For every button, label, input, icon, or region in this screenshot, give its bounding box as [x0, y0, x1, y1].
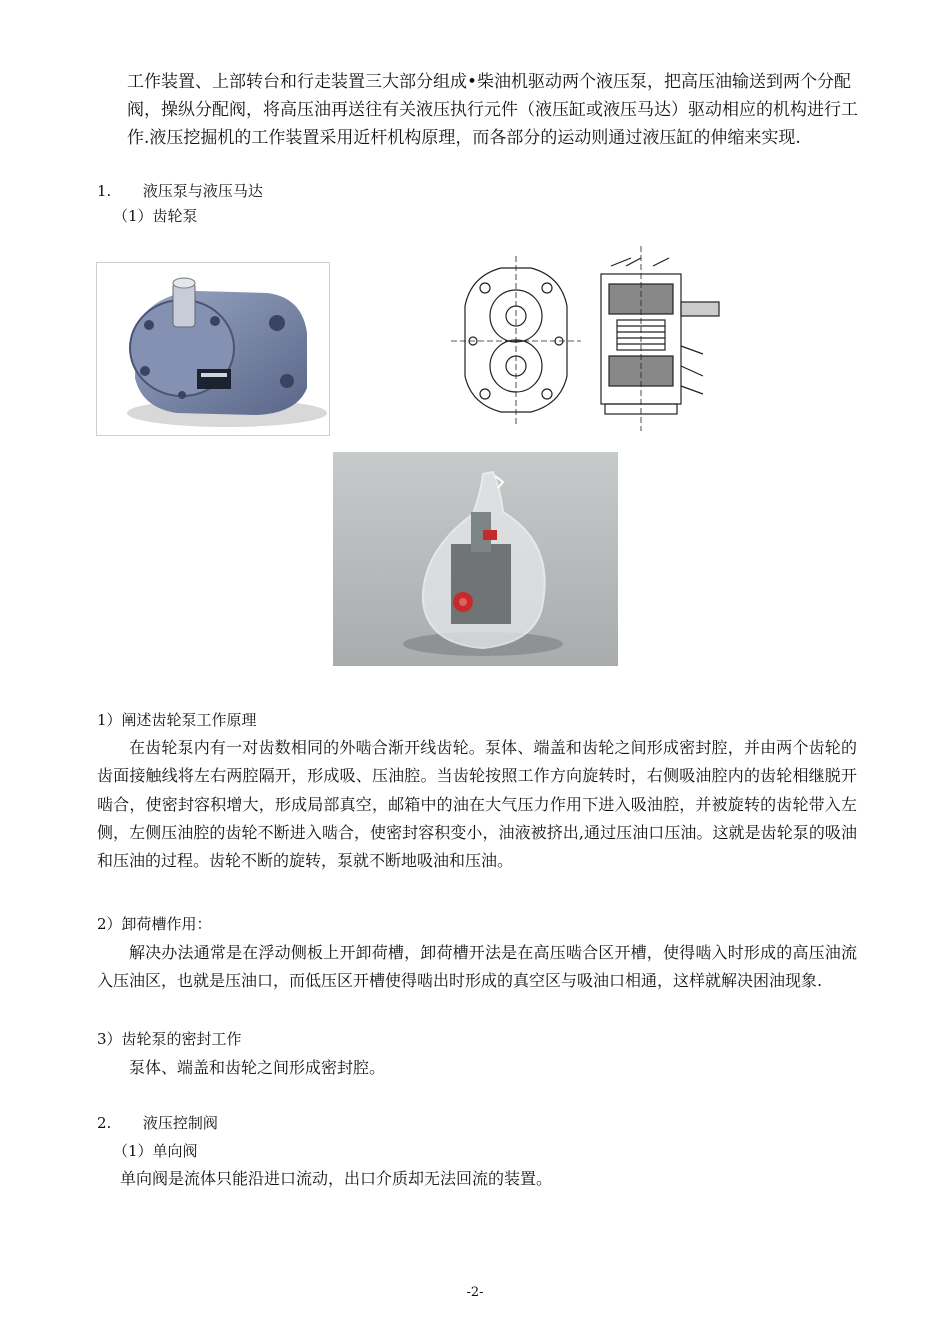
section-2-heading [97, 1113, 218, 1133]
gear-pump-section-drawing [441, 236, 731, 436]
intro-paragraph: 工作装置、上部转台和行走装置三大部分组成•柴油机驱动两个液压泵，把高压油输送到两个分配阀，操纵分配阀，将高压油再送往有关液压执行元件（液压缸或液压马达）驱动相应的机构进行工作.液压挖掘机的工作装置采用近杆机构原理，而各部分的运动则通过液压缸的伸缩来实现. [127, 72, 858, 148]
item-3-title: 3）齿轮泵的密封工作 [97, 1030, 242, 1048]
item-1-title: 1）阐述齿轮泵工作原理 [97, 711, 257, 729]
subsection-gear-pump: （1）齿轮泵 [113, 207, 198, 225]
item-3-body: 泵体、端盖和齿轮之间形成密封腔。 [129, 1058, 386, 1077]
gear-pump-bagged-photo [333, 452, 618, 666]
item-2-title: 2）卸荷槽作用： [97, 915, 212, 933]
section-1-heading [97, 181, 263, 201]
section-1-number: 1. [97, 182, 112, 200]
item-2-body: 解决办法通常是在浮动侧板上开卸荷槽，卸荷槽开法是在高压啮合区开槽，使得啮入时形成的高压油流入压油区，也就是压油口，而低压区开槽使得啮出时形成的真空区与吸油口相通，这样就解决困油现象. [97, 943, 857, 991]
section-2-number: 2. [97, 1114, 112, 1132]
subsection-check-valve: （1）单向阀 [113, 1142, 198, 1160]
section-2-title: 液压控制阀 [142, 1114, 218, 1132]
item-1-body: 在齿轮泵内有一对齿数相同的外啮合渐开线齿轮。泵体、端盖和齿轮之间形成密封腔，并由两个齿轮的齿面接触线将左右两腔隔开，形成吸、压油腔。当齿轮按照工作方向旋转时，右侧吸油腔内的齿轮相继脱开啮合，使密封容积增大，形成局部真空，邮箱中的油在大气压力作用下进入吸油腔，并被旋转的齿轮带入左侧，左侧压油腔的齿轮不断进入啮合，使密封容积变小，油液被挤出,通过压油口压油。这就是齿轮泵的吸油和压油的过程。齿轮不断的旋转，泵就不断地吸油和压油。 [97, 738, 857, 871]
gear-pump-photo [96, 262, 330, 436]
page-number: -2- [466, 1285, 484, 1300]
section-1-title: 液压泵与液压马达 [142, 182, 263, 200]
check-valve-description: 单向阀是流体只能沿进口流动，出口介质却无法回流的装置。 [120, 1169, 553, 1188]
